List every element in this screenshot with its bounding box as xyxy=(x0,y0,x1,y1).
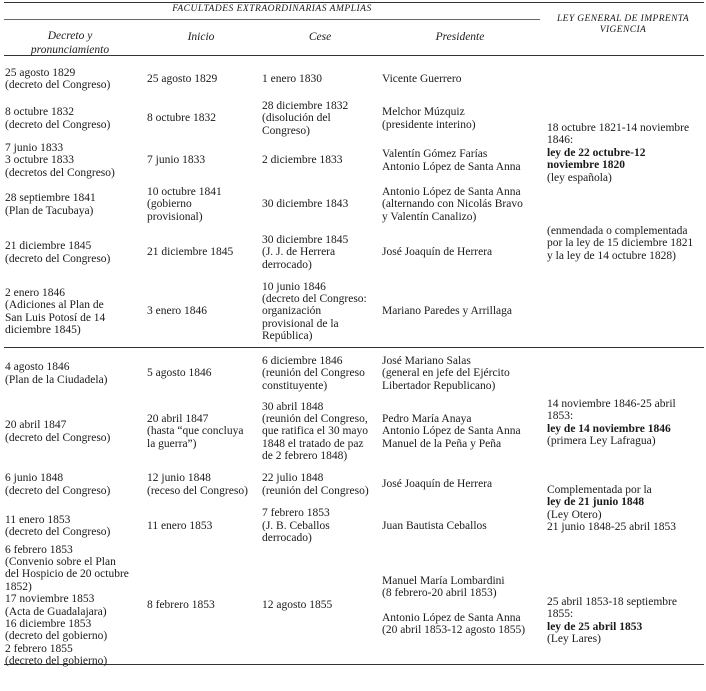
ley-vigencia-header xyxy=(548,14,698,36)
ley-line: 25 abril 1853-18 septiembre xyxy=(547,596,677,608)
cell-cese xyxy=(262,507,330,544)
cell-inicio xyxy=(147,112,216,124)
cell-line: 25 agosto 1829 xyxy=(147,72,218,85)
ley-header-line-2: VIGENCIA xyxy=(599,25,647,35)
cell-presidente xyxy=(382,520,487,532)
cell-line: 8 octubre 1832 xyxy=(147,112,216,125)
cell-line: 10 junio 1846 xyxy=(262,280,326,293)
cell-line: 8 octubre 1832 xyxy=(5,106,74,119)
cell-line: Antonio López de Santa Anna xyxy=(382,160,521,173)
cell-line: derrocado) xyxy=(262,532,312,545)
cell-decreto xyxy=(5,544,129,668)
cell-line: 12 junio 1848 xyxy=(147,472,211,485)
cell-line: (Adiciones al Plan de xyxy=(5,299,104,312)
cell-line: (presidente interino) xyxy=(382,118,476,131)
cell-line: República) xyxy=(262,330,313,343)
cell-line: (disolución del xyxy=(262,112,331,125)
cese-column-header: Cese xyxy=(308,31,332,43)
cell-presidente xyxy=(382,148,521,173)
cell-line: 22 julio 1848 xyxy=(262,472,324,485)
cell-line: (decretos del Congreso) xyxy=(5,166,115,179)
cell-line: (decreto del Congreso) xyxy=(5,118,111,131)
ley-name-line: ley de 14 noviembre 1846 xyxy=(547,422,671,435)
cell-line: 30 abril 1848 xyxy=(262,400,324,413)
ley-name-line: ley de 25 abril 1853 xyxy=(547,620,643,633)
cell-line: derrocado) xyxy=(262,258,312,271)
cell-line: (decreto del gobierno) xyxy=(5,630,108,643)
cell-presidente xyxy=(382,478,492,490)
cell-line: 10 octubre 1841 xyxy=(147,185,222,198)
cell-line: 25 agosto 1829 xyxy=(5,66,76,79)
cell-line: 20 abril 1847 xyxy=(5,419,67,432)
cell-inicio xyxy=(147,367,212,379)
cell-line: Manuel María Lombardini xyxy=(382,574,505,587)
ley-name-line: noviembre 1820 xyxy=(547,159,626,172)
cell-line: (reunión del Congreso) xyxy=(262,484,369,497)
cell-line: 6 junio 1848 xyxy=(5,472,64,485)
cell-decreto xyxy=(5,472,110,497)
cell-line: Melchor Múzquiz xyxy=(382,106,465,119)
ley-line: 18 octubre 1821-14 noviembre xyxy=(547,122,690,134)
cell-inicio xyxy=(147,73,217,85)
cell-line: Libertador Republicano) xyxy=(382,379,496,392)
cell-decreto xyxy=(5,240,110,265)
decreto-header-line-2: pronunciamiento xyxy=(30,44,110,56)
cell-presidente xyxy=(382,305,512,317)
cell-line: 11 enero 1853 xyxy=(147,519,213,532)
ley-line: Complementada por la xyxy=(547,484,652,496)
cell-line: 20 abril 1847 xyxy=(147,412,209,425)
cell-line: (receso del Congreso) xyxy=(147,484,248,497)
ley-name-line: ley de 21 junio 1848 xyxy=(547,496,645,509)
ley-name-line: ley de 22 octubre-12 xyxy=(547,146,646,159)
cell-inicio xyxy=(147,186,222,223)
ley-line: y la ley de 14 octubre 1828) xyxy=(547,249,677,262)
cell-cese xyxy=(262,100,348,137)
cell-line: (decreto del Congreso) xyxy=(5,431,111,444)
cell-cese xyxy=(262,73,322,85)
cell-cese xyxy=(262,281,367,343)
cell-line: Antonio López de Santa Anna xyxy=(382,185,521,198)
cell-line: de 2 febrero 1848) xyxy=(262,450,348,463)
cell-presidente xyxy=(382,106,476,131)
cell-line: 1 enero 1830 xyxy=(262,72,323,85)
cell-presidente xyxy=(382,413,521,450)
cell-line: Congreso) xyxy=(262,124,310,137)
cell-decreto xyxy=(5,419,110,444)
cell-line: Antonio López de Santa Anna xyxy=(382,425,521,438)
cell-presidente xyxy=(382,186,523,223)
cell-inicio xyxy=(147,154,205,166)
cell-line: (alternando con Nicolás Bravo xyxy=(382,198,523,211)
cell-line: (decreto del Congreso) xyxy=(5,526,111,538)
cell-cese xyxy=(262,198,348,210)
cell-line: (Convenio sobre el Plan xyxy=(5,555,116,568)
cell-line: San Luis Potosí de 14 xyxy=(5,311,106,324)
cell-decreto xyxy=(5,361,108,386)
top-rule xyxy=(4,2,704,3)
cell-line: 6 diciembre 1846 xyxy=(262,354,343,367)
cell-line: José Joaquín de Herrera xyxy=(382,478,493,491)
presidente-column-header: Presidente xyxy=(435,31,485,43)
ley-block xyxy=(547,122,689,184)
cell-line: 7 junio 1833 xyxy=(5,141,64,154)
cell-line: 17 noviembre 1853 xyxy=(5,593,95,606)
cell-line: José Joaquín de Herrera xyxy=(382,246,493,259)
cell-decreto xyxy=(5,67,110,92)
cell-inicio xyxy=(147,305,207,317)
ley-line: (Ley Otero) xyxy=(547,508,602,521)
cell-line: 28 diciembre 1832 xyxy=(262,99,349,112)
cell-line: (decreto del Congreso: xyxy=(262,292,367,305)
decreto-column-header xyxy=(4,29,136,57)
ley-line: (enmendada o complementada xyxy=(547,225,688,237)
cell-line: provisional) xyxy=(147,210,203,223)
cell-line xyxy=(382,599,525,611)
cell-line: (J. J. de Herrera xyxy=(262,246,336,259)
cell-cese xyxy=(262,401,368,463)
ley-block xyxy=(547,398,676,448)
cell-cese xyxy=(262,154,342,166)
cell-line: 3 octubre 1833 xyxy=(5,154,74,167)
ley-line: 21 junio 1848-25 abril 1853 xyxy=(547,521,677,534)
cell-line: 11 enero 1853 xyxy=(5,513,71,526)
cell-line: 6 febrero 1853 xyxy=(5,543,73,556)
cell-line: (Acta de Guadalajara) xyxy=(5,605,107,618)
cell-line: Valentín Gómez Farías xyxy=(382,148,488,161)
cell-presidente xyxy=(382,73,461,85)
header-rule xyxy=(4,55,704,56)
ley-header-line-1: LEY GENERAL DE IMPRENTA xyxy=(556,14,690,24)
cell-line: constituyente) xyxy=(262,379,328,392)
cell-line: (Plan de la Ciudadela) xyxy=(5,373,108,386)
cell-inicio xyxy=(147,599,215,611)
section-rule xyxy=(4,347,704,348)
cell-line: 2 diciembre 1833 xyxy=(262,154,343,167)
cell-line: 30 diciembre 1843 xyxy=(262,198,349,211)
cell-line: (general en jefe del Ejército xyxy=(382,367,510,380)
cell-line: 21 diciembre 1845 xyxy=(147,246,234,259)
cell-inicio xyxy=(147,472,248,497)
ley-line: 1853: xyxy=(547,410,574,423)
cell-line: (reunión del Congreso xyxy=(262,367,365,380)
inicio-column-header: Inicio xyxy=(187,31,215,43)
cell-line: organización xyxy=(262,305,322,318)
cell-line: provisional de la xyxy=(262,317,339,330)
cell-decreto xyxy=(5,514,110,539)
cell-inicio xyxy=(147,520,212,532)
cell-line: 8 febrero 1853 xyxy=(147,599,215,612)
cell-inicio xyxy=(147,413,243,450)
cell-line: 7 junio 1833 xyxy=(147,154,206,167)
cell-line: Mariano Paredes y Arrillaga xyxy=(382,305,512,318)
ley-line: (primera Ley Lafragua) xyxy=(547,435,656,448)
cell-line: y Valentín Canalizo) xyxy=(382,210,477,223)
decreto-header-line-1: Decreto y xyxy=(47,30,93,42)
facultades-superheader: FACULTADES EXTRAORDINARIAS AMPLIAS xyxy=(172,4,372,14)
cell-line: 1848 el tratado de paz xyxy=(262,437,364,450)
ley-block xyxy=(547,225,693,262)
cell-line: (hasta “que concluya xyxy=(147,425,244,438)
cell-inicio xyxy=(147,246,233,258)
cell-line: Juan Bautista Ceballos xyxy=(382,519,487,532)
ley-line: 1855: xyxy=(547,608,574,621)
cell-line: 5 agosto 1846 xyxy=(147,367,212,380)
cell-line: (decreto del Congreso) xyxy=(5,484,111,497)
cell-decreto xyxy=(5,106,110,131)
superheader-rule xyxy=(4,19,540,20)
cell-cese xyxy=(262,599,332,611)
cell-line: Manuel de la Peña y Peña xyxy=(382,437,502,450)
cell-decreto xyxy=(5,142,115,179)
cell-decreto xyxy=(5,192,96,217)
cell-line: José Mariano Salas xyxy=(382,354,471,367)
cell-line: (decreto del gobierno) xyxy=(5,655,108,668)
cell-line: 12 agosto 1855 xyxy=(262,599,333,612)
cell-line: del Hospicio de 20 octubre xyxy=(5,568,129,581)
cell-line: Vicente Guerrero xyxy=(382,72,462,85)
cell-line: 4 agosto 1846 xyxy=(5,361,70,374)
cell-line: (20 abril 1853-12 agosto 1855) xyxy=(382,624,526,637)
cell-line: 2 febrero 1855 xyxy=(5,642,73,655)
ley-line: (Ley Lares) xyxy=(547,633,601,646)
cell-decreto xyxy=(5,287,105,337)
cell-line: (J. B. Ceballos xyxy=(262,519,330,532)
cell-line: 28 septiembre 1841 xyxy=(5,192,96,205)
cell-cese xyxy=(262,234,348,271)
cell-line: 1852) xyxy=(5,580,32,593)
cell-line: 7 febrero 1853 xyxy=(262,507,330,520)
cell-line: Pedro María Anaya xyxy=(382,412,472,425)
cell-cese xyxy=(262,355,365,392)
cell-line: (decreto del Congreso) xyxy=(5,252,111,265)
cell-presidente xyxy=(382,355,510,392)
ley-line: 1846: xyxy=(547,134,574,147)
ley-block xyxy=(547,596,677,646)
cell-line: (Plan de Tacubaya) xyxy=(5,204,94,217)
cell-line: (8 febrero-20 abril 1853) xyxy=(382,586,497,599)
cell-presidente xyxy=(382,246,492,258)
cell-line: (gobierno xyxy=(147,198,192,211)
cell-line: 16 diciembre 1853 xyxy=(5,617,92,630)
cell-line: Antonio López de Santa Anna xyxy=(382,611,521,624)
cell-line: 3 enero 1846 xyxy=(147,305,208,318)
cell-line: 21 diciembre 1845 xyxy=(5,240,92,253)
cell-line: que ratifica el 30 mayo xyxy=(262,425,369,438)
cell-cese xyxy=(262,472,369,497)
cell-line: 2 enero 1846 xyxy=(5,286,66,299)
ley-line: 14 noviembre 1846-25 abril xyxy=(547,398,676,410)
ley-block xyxy=(547,484,676,534)
cell-presidente xyxy=(382,575,525,637)
ley-line: (ley española) xyxy=(547,171,612,184)
cell-line: (reunión del Congreso, xyxy=(262,412,368,425)
cell-line: (decreto del Congreso) xyxy=(5,79,111,91)
cell-line: 30 diciembre 1845 xyxy=(262,233,349,246)
cell-line: diciembre 1845) xyxy=(5,323,81,336)
cell-line: la guerra”) xyxy=(147,437,197,450)
ley-line: por la ley de 15 diciembre 1821 xyxy=(547,237,694,250)
